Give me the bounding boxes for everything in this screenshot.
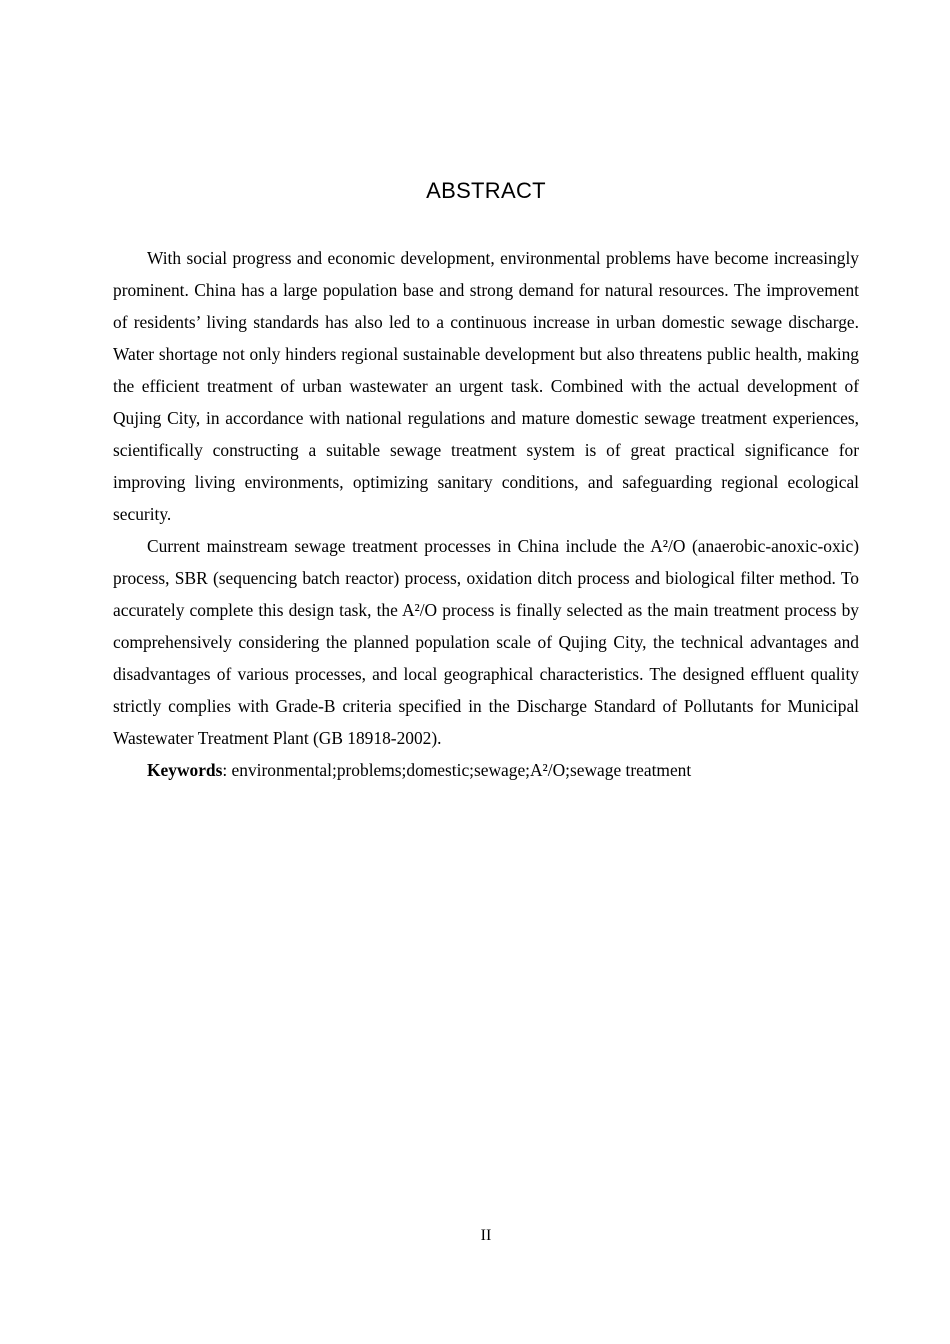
keywords-line <box>113 754 859 786</box>
abstract-paragraph-1: With social progress and economic development, environmental problems have become increasingly prominent. China has a large population base and strong demand for natural resources. The improvement of residents’ living standards has also led to a continuous increase in urban domestic sewage discharge. Water shortage not only hinders regional sustainable development but also threatens public health, making the efficient treatment of urban wastewater an urgent task. Combined with the actual development of Qujing City, in accordance with national regulations and mature domestic sewage treatment experiences, scientifically constructing a suitable sewage treatment system is of great practical significance for improving living environments, optimizing sanitary conditions, and safeguarding regional ecological security. <box>113 248 859 524</box>
keywords-label: Keywords <box>147 760 223 780</box>
abstract-title: ABSTRACT <box>426 178 546 203</box>
keywords-list: : environmental;problems;domestic;sewage;A²/O;sewage treatment <box>222 760 692 780</box>
abstract-body <box>113 242 859 786</box>
page-number: II <box>480 1227 492 1244</box>
abstract-paragraph-2: Current mainstream sewage treatment processes in China include the A²/O (anaerobic-anoxic-oxic) process, SBR (sequencing batch reactor) process, oxidation ditch process and biological filter method. To accurately complete this design task, the A²/O process is finally selected as the main treatment process by comprehensively considering the planned population scale of Qujing City, the technical advantages and disadvantages of various processes, and local geographical characteristics. The designed effluent quality strictly complies with Grade-B criteria specified in the Discharge Standard of Pollutants for Municipal Wastewater Treatment Plant (GB 18918-2002). <box>113 536 859 748</box>
